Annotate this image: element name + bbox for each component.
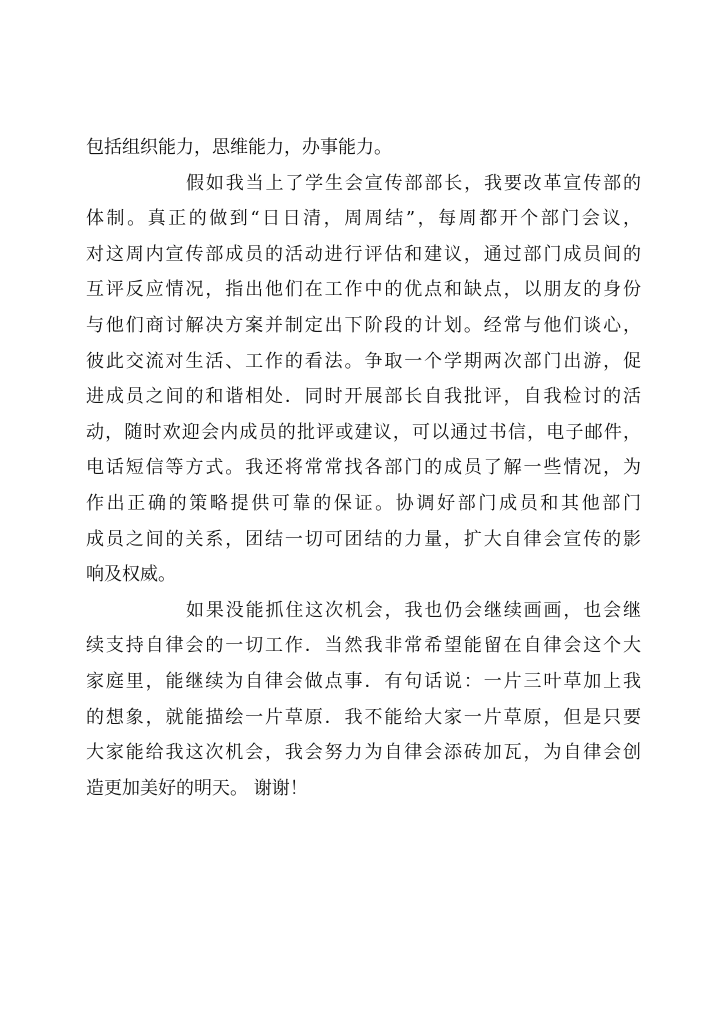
text-line: 响及权威。: [86, 564, 176, 586]
text-line: 的想象，就能描绘一片草原．我不能给大家一片草原，但是只要: [86, 706, 641, 728]
text-line: 进成员之间的和谐相处．同时开展部长自我批评，自我检讨的活: [86, 386, 641, 408]
text-line: 包括组织能力，思维能力，办事能力。: [86, 137, 392, 158]
text-line: 动，随时欢迎会内成员的批评或建议，可以通过书信，电子邮件，: [86, 421, 641, 443]
document-body: [86, 130, 641, 806]
text-line: 造更加美好的明天。 谢谢！: [86, 777, 308, 799]
text-line: 成员之间的关系，团结一切可团结的力量，扩大自律会宣传的影: [86, 528, 641, 550]
text-line: 电话短信等方式。我还将常常找各部门的成员了解一些情况，为: [86, 457, 641, 479]
text-line: 续支持自律会的一切工作．当然我非常希望能留在自律会这个大: [86, 635, 641, 657]
text-line: 家庭里，能继续为自律会做点事．有句话说：一片三叶草加上我: [86, 670, 641, 692]
text-line: 体制。真正的做到“日日清，周周结”，每周都开个部门会议，: [86, 208, 641, 230]
text-line: 与他们商讨解决方案并制定出下阶段的计划。经常与他们谈心，: [86, 314, 641, 336]
text-line: 互评反应情况，指出他们在工作中的优点和缺点，以朋友的身份: [86, 279, 641, 301]
text-line: 彼此交流对生活、工作的看法。争取一个学期两次部门出游，促: [86, 350, 641, 372]
text-line: 假如我当上了学生会宣传部部长，我要改革宣传部的: [186, 172, 641, 194]
text-line: 作出正确的策略提供可靠的保证。协调好部门成员和其他部门: [86, 492, 641, 514]
text-line: 对这周内宣传部成员的活动进行评估和建议，通过部门成员间的: [86, 243, 641, 265]
text-line: 大家能给我这次机会，我会努力为自律会添砖加瓦，为自律会创: [86, 742, 641, 764]
text-line: 如果没能抓住这次机会，我也仍会继续画画，也会继: [186, 599, 641, 621]
